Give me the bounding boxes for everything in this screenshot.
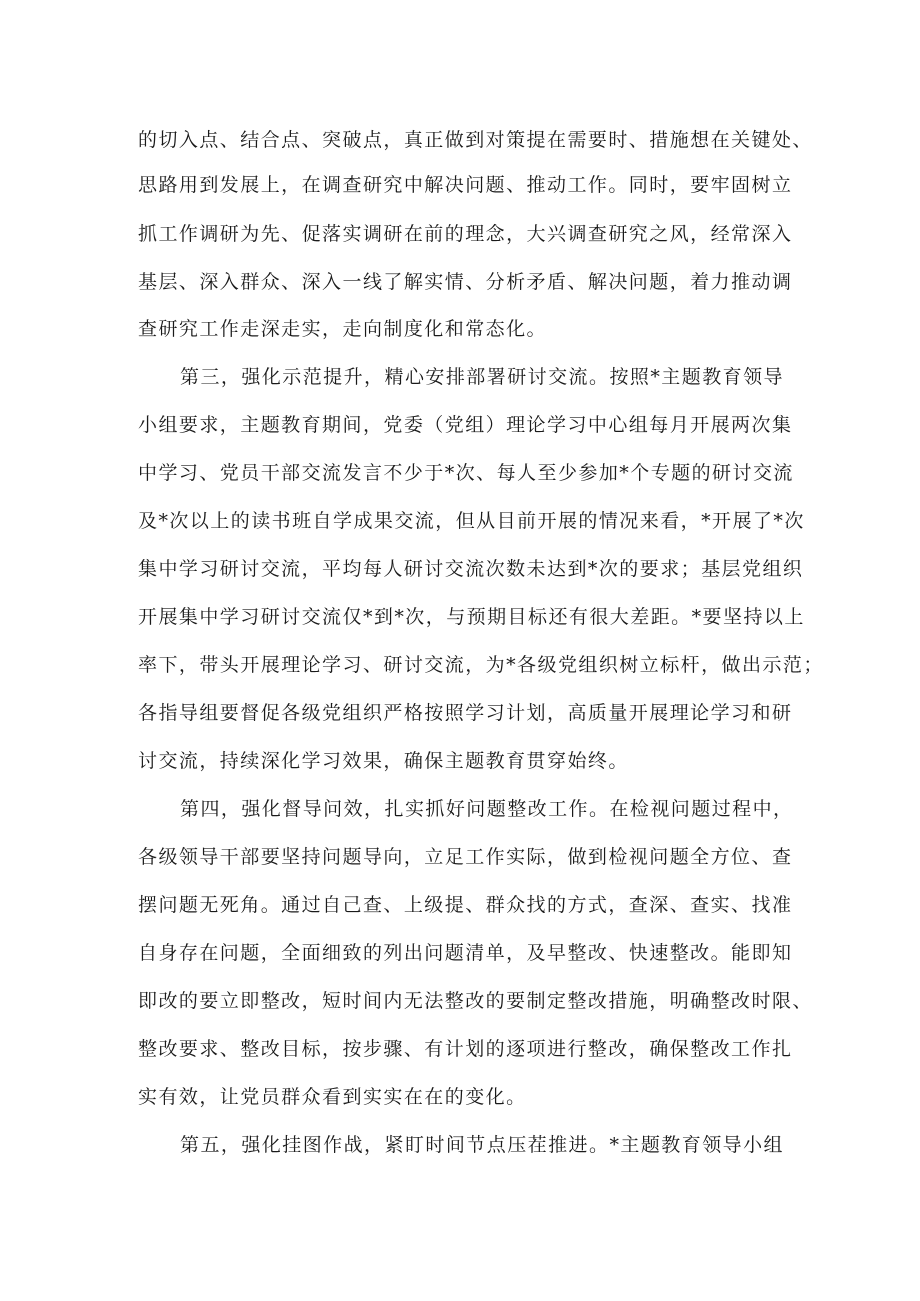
text-line: 自身存在问题，全面细致的列出问题清单，及早整改、快速整改。能即知 — [138, 942, 793, 964]
text-line: 思路用到发展上，在调查研究中解决问题、推动工作。同时，要牢固树立 — [138, 174, 793, 196]
text-line: 中学习、党员干部交流发言不少于*次、每人至少参加*个专题的研讨交流 — [138, 462, 794, 484]
text-line: 各指导组要督促各级党组织严格按照学习计划，高质量开展理论学习和研 — [138, 702, 793, 724]
text-line: 的切入点、结合点、突破点，真正做到对策提在需要时、措施想在关键处、 — [138, 129, 813, 151]
text-line: 整改要求、整改目标，按步骤、有计划的逐项进行整改，确保整改工作扎 — [138, 1038, 793, 1060]
text-line: 基层、深入群众、深入一线了解实情、分析矛盾、解决问题，着力推动调 — [138, 271, 793, 293]
text-line: 查研究工作走深走实，走向制度化和常态化。 — [138, 318, 548, 340]
text-line: 小组要求，主题教育期间，党委（党组）理论学习中心组每月开展两次集 — [138, 414, 793, 436]
text-line: 实有效，让党员群众看到实实在在的变化。 — [138, 1086, 527, 1108]
text-line: 开展集中学习研讨交流仅*到*次，与预期目标还有很大差距。*要坚持以上 — [138, 606, 805, 628]
text-line: 讨交流，持续深化学习效果，确保主题教育贯穿始终。 — [138, 750, 629, 772]
text-line: 抓工作调研为先、促落实调研在前的理念，大兴调查研究之风，经常深入 — [138, 223, 793, 245]
text-line: 率下，带头开展理论学习、研讨交流，为*各级党组织树立标杆，做出示范； — [138, 654, 824, 676]
text-line: 各级领导干部要坚持问题导向，立足工作实际，做到检视问题全方位、查 — [138, 846, 793, 868]
text-line: 即改的要立即整改，短时间内无法整改的要制定整改措施，明确整改时限、 — [138, 990, 813, 1012]
text-line: 摆问题无死角。通过自己查、上级提、群众找的方式，查深、查实、找准 — [138, 894, 793, 916]
text-line: 及*次以上的读书班自学成果交流，但从目前开展的情况来看，*开展了*次 — [138, 510, 805, 532]
paragraph-start-line: 第四，强化督导问效，扎实抓好问题整改工作。在检视问题过程中， — [180, 798, 794, 820]
paragraph-start-line: 第三，强化示范提升，精心安排部署研讨交流。按照*主题教育领导 — [180, 366, 785, 388]
paragraph-start-line: 第五，强化挂图作战，紧盯时间节点压茬推进。*主题教育领导小组 — [180, 1134, 785, 1156]
text-line: 集中学习研讨交流，平均每人研讨交流次数未达到*次的要求；基层党组织 — [138, 558, 804, 580]
